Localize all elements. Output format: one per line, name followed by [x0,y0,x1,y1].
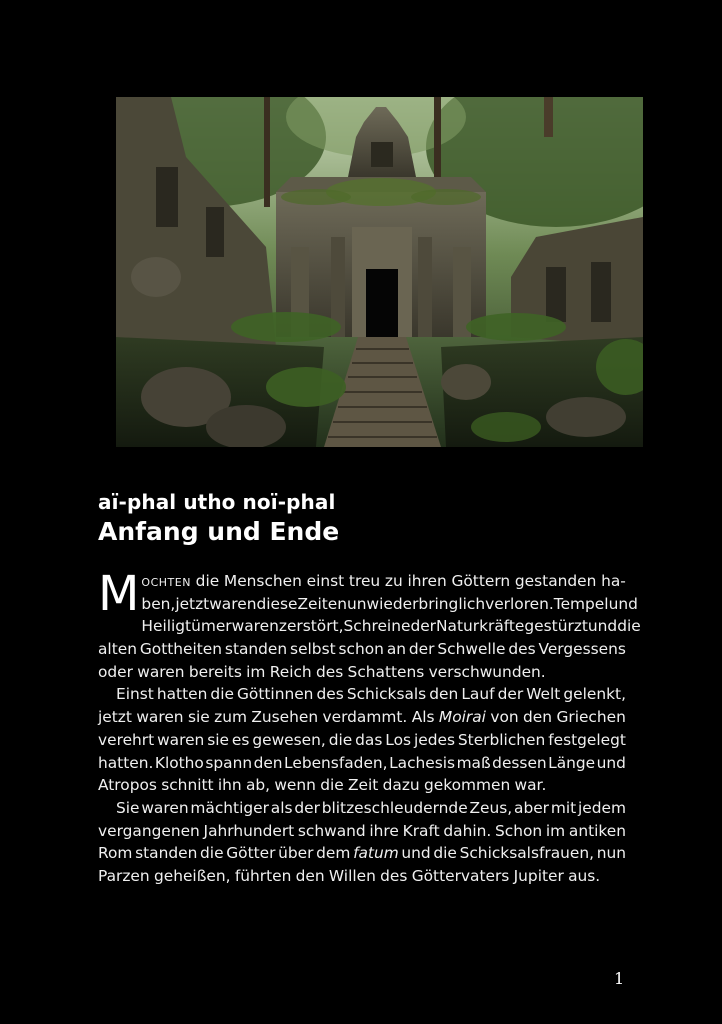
word: jetzt [98,708,132,727]
word: waren [231,617,279,636]
word: aber [514,798,550,817]
text-line [98,638,626,661]
word: zerstört, [278,617,344,636]
word: Jupiter [513,866,564,885]
word: des [315,662,344,681]
word: war. [514,776,547,795]
paragraph [98,683,626,796]
word: hatten [156,685,208,704]
word: waren [209,594,257,613]
word: sie [207,730,229,749]
word: Schicksalsfrauen, [459,844,595,863]
word: standen [224,640,288,659]
word: jedes [413,730,455,749]
drop-cap: M [98,566,140,622]
word: des [508,640,536,659]
word: ihn [217,776,242,795]
word: und [587,617,618,636]
word: schnitt [161,776,214,795]
text-line [98,752,626,775]
word: über [278,844,314,863]
word: verschwunden. [428,662,546,681]
word: Los [385,730,412,749]
word: Parzen [98,866,150,885]
word: die [328,730,353,749]
word: ihren [407,572,447,590]
word: gekommen [423,776,511,795]
text-line [141,593,638,616]
word: blitzeschleudernde [321,798,468,817]
word: Lebensfaden, [284,753,388,772]
temple-ruins-image [116,97,643,447]
word: die [200,844,224,863]
word: hatten. [98,753,154,772]
word: gestürzt [524,617,588,636]
word: Reich [269,662,312,681]
word: Naturkräfte [436,617,525,636]
chapter-title: Anfang und Ende [98,517,340,546]
word: den [523,708,553,727]
word: geheißen, [153,866,231,885]
text-line [141,570,626,593]
word: es [231,730,250,749]
word: Kraft [402,821,440,840]
word: der [410,617,437,636]
text-line [98,706,626,729]
word: wenn [274,776,316,795]
word: Schon [495,821,543,840]
word: Göttervaters [411,866,510,885]
word: verloren. [485,594,554,613]
word: Gottheiten [139,640,223,659]
word: Sie [116,798,140,817]
paragraph [98,566,641,683]
paragraph [98,797,626,888]
word: Willen [328,866,376,885]
page-number: 1 [614,969,625,988]
word: ha- [601,572,626,590]
word: dahin. [443,821,492,840]
word: die [433,844,457,863]
word: von [490,708,519,727]
text-line [141,615,641,638]
word: Einst [116,685,154,704]
word: alten [98,640,137,659]
word: zu [384,572,403,590]
word: der [294,798,320,817]
word: und [596,753,626,772]
word: den [253,753,283,772]
word: einst [306,572,345,590]
word: verdammt. [322,708,408,727]
text-line [98,661,626,684]
word: bereits [188,662,242,681]
word: Göttern [451,572,511,590]
word: das [355,730,383,749]
word: und [401,844,431,863]
word: Griechen [556,708,626,727]
word: zum [214,708,247,727]
word: waren [137,662,185,681]
word: Tempel [553,594,609,613]
word: sie [187,708,210,727]
word: die [210,685,234,704]
word: vergangenen [98,821,200,840]
word: dazu [382,776,420,795]
word: standen [135,844,198,863]
word: aus. [568,866,601,885]
text-line [98,729,626,752]
word: im [545,821,566,840]
word: dessen [492,753,547,772]
word: selbst [290,640,336,659]
word: den [429,685,459,704]
word: Götter [226,844,276,863]
word: waren [136,708,184,727]
word: Welt [526,685,561,704]
word: Heiligtümer [141,617,232,636]
word: mächtiger [190,798,269,817]
emphasis-word: fatum [353,844,399,863]
emphasis-word: Moirai [438,708,486,727]
word: gewesen, [252,730,326,749]
text-line [98,683,626,706]
word: Atropos [98,776,157,795]
word: Als [411,708,435,727]
word: des [316,685,344,704]
word: festgelegt [548,730,626,749]
word: der [408,640,435,659]
word: gelenkt, [563,685,626,704]
word: führten [234,866,292,885]
word: als [270,798,293,817]
word: Zeus, [469,798,513,817]
word: ihre [369,821,399,840]
word: ab, [245,776,271,795]
word: ben, [141,594,176,613]
word: schon [338,640,384,659]
word: mit [550,798,577,817]
word: spann [205,753,253,772]
text-line [98,797,626,820]
word: Schwelle [437,640,506,659]
word: Zusehen [251,708,319,727]
word: Göttinnen [237,685,314,704]
word: Rom [98,844,133,863]
body-text [98,566,641,888]
word: die [195,572,220,590]
word: im [246,662,266,681]
word: unwiederbringlich [347,594,486,613]
word: und [608,594,638,613]
word: oder [98,662,133,681]
word: des [380,866,408,885]
word: maß [456,753,491,772]
word: waren [141,798,189,817]
word: Lauf [461,685,495,704]
word: Zeiten [297,594,348,613]
word: nun [596,844,626,863]
word: Zeit [348,776,379,795]
text-line [98,774,626,797]
word: Schattens [347,662,425,681]
word: gestanden [514,572,597,590]
text-line [98,842,626,865]
word: Schicksals [346,685,427,704]
word: an [386,640,407,659]
word: Menschen [223,572,302,590]
word: Vergessens [538,640,626,659]
word: Sterblichen [457,730,546,749]
temple-illustration [116,97,643,447]
word: verehrt [98,730,155,749]
word: treu [348,572,381,590]
word: antiken [568,821,626,840]
word: Klotho [154,753,204,772]
word: der [497,685,524,704]
word: die [617,617,641,636]
text-line [98,820,626,843]
word: jetzt [175,594,210,613]
text-line [98,865,626,888]
word: jedem [577,798,626,817]
word: waren [157,730,205,749]
small-caps-word: ochten [141,572,191,590]
word: Lachesis [389,753,456,772]
word: diese [256,594,298,613]
word: den [295,866,325,885]
word: schwand [297,821,366,840]
word: dem [316,844,351,863]
chapter-subtitle: aï-phal utho noï-phal [98,490,336,514]
word: die [320,776,344,795]
word: Jahrhundert [203,821,295,840]
word: Länge [548,753,596,772]
word: Schreine [343,617,411,636]
